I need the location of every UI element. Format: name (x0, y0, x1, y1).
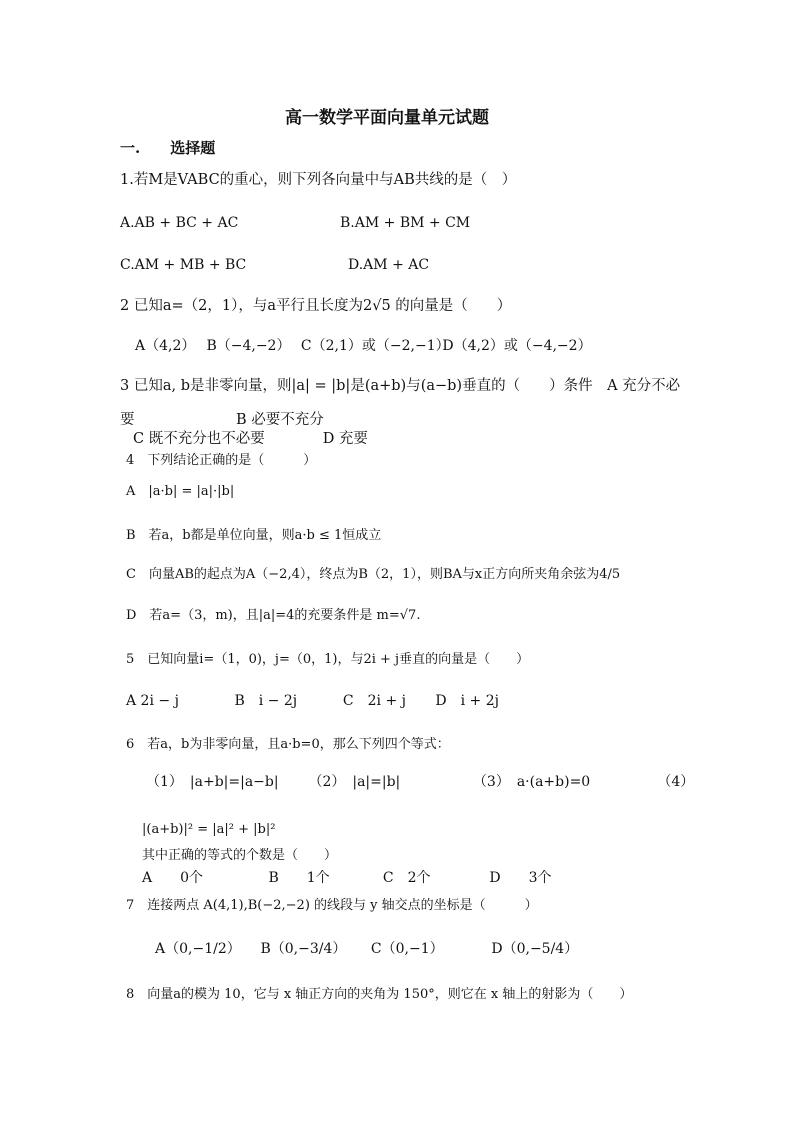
question-4-stem: 4 下列结论正确的是（ ） (126, 453, 317, 468)
question-2-option-c: C（2,1）或（−2,−1） (300, 338, 450, 354)
question-1-option-b: B.AM + BM + CM (340, 215, 471, 231)
question-7-options (155, 939, 578, 959)
question-6-stem: 6 若a，b为非零向量，且a·b=0，那么下列四个等式： (126, 737, 450, 752)
question-5-option-c: C 2i + j (342, 693, 406, 709)
question-2-stem: 2 已知a=（2，1），与a平行且长度为2√5 的向量是（ ） (120, 298, 512, 314)
question-1-option-a: A.AB + BC + AC (120, 215, 239, 231)
question-3-line-1: 3 已知a, b是非零向量，则|a| = |b|是(a+b)与(a−b)垂直的（ ）条件 A 充分不必 (120, 378, 681, 394)
question-8-stem: 8 向量a的模为 10，它与 x 轴正方向的夹角为 150°，则它在 x 轴上的射影为（ ） (126, 987, 633, 1002)
question-5-option-a: A 2i − j (126, 693, 179, 709)
question-6-equation-2: （2） |a|=|b| (308, 774, 401, 790)
section-heading: 一. 选择题 (120, 139, 216, 157)
question-4-option-b: B 若a，b都是单位向量，则a·b ≤ 1恒成立 (126, 528, 382, 543)
question-6-equation-1: （1） |a+b|=|a−b| (146, 774, 279, 790)
question-7-option-a: A（0,−1/2） (155, 941, 241, 957)
question-7-option-c: C（0,−1） (370, 941, 444, 957)
question-6-option-a: A 0个 (142, 870, 204, 886)
question-6-equation-3: （3） a·(a+b)=0 (472, 774, 591, 790)
question-6-equation-4-label: （4） (657, 774, 695, 790)
question-2-option-d: D（4,2）或（−4,−2） (442, 338, 592, 354)
question-7-option-d: D（0,−5/4） (491, 941, 579, 957)
question-2-option-b: B（−4,−2） (206, 338, 291, 354)
question-3-line-3: C 既不充分也不必要 D 充要 (133, 431, 368, 447)
question-1-option-d: D.AM + AC (348, 257, 430, 273)
question-5-stem: 5 已知向量i=（1，0)，j=（0，1)，与2i + j垂直的向量是（ ） (126, 652, 530, 667)
question-4-option-d: D 若a=（3，m)，且|a|=4的充要条件是 m=√7. (126, 608, 421, 623)
page-title: 高一数学平面向量单元试题 (285, 108, 489, 128)
question-5-option-b: B i − 2j (234, 693, 298, 709)
question-7-option-b: B（0,−3/4） (260, 941, 347, 957)
question-6-option-d: D 3个 (489, 870, 552, 886)
question-6-equation-4: |(a+b)|² = |a|² + |b|² (142, 822, 276, 837)
question-4-option-a: A |a·b| = |a|·|b| (126, 484, 235, 499)
question-5-option-d: D i + 2j (435, 693, 499, 709)
question-2-options (135, 336, 592, 356)
question-5-options (126, 691, 499, 711)
question-6-options (142, 868, 552, 888)
question-1-stem: 1.若M是VABC的重心，则下列各向量中与AB共线的是（ ） (120, 172, 517, 188)
question-3-line-2: 要 B 必要不充分 (120, 412, 324, 428)
question-6-option-b: B 1个 (268, 870, 330, 886)
question-1-option-c: C.AM + MB + BC (120, 257, 247, 273)
question-2-option-a: A（4,2） (135, 338, 196, 354)
question-6-ask: 其中正确的等式的个数是（ ） (142, 848, 338, 863)
question-6-option-c: C 2个 (382, 870, 431, 886)
question-7-stem: 7 连接两点 A(4,1),B(−2,−2) 的线段与 y 轴交点的坐标是（ ） (126, 898, 538, 913)
question-6-equations (146, 772, 694, 792)
question-4-option-c: C 向量AB的起点为A（−2,4），终点为B（2，1），则BA与x正方向所夹角余弦为4/5 (126, 567, 621, 582)
